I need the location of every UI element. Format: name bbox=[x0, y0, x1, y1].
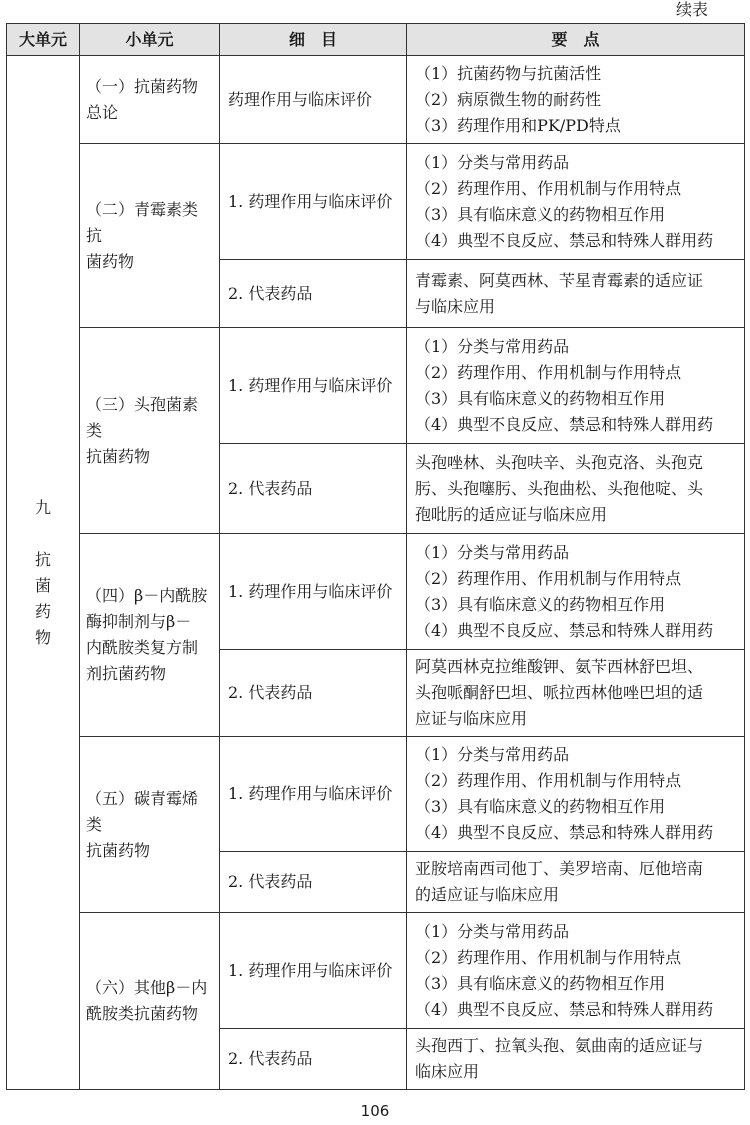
key-point-line: （2）病原微生物的耐药性 bbox=[415, 89, 602, 109]
detail-cell: 2. 代表药品 bbox=[220, 852, 407, 913]
key-point-line: （4）典型不良反应、禁忌和特殊人群用药 bbox=[415, 620, 714, 640]
key-point-line: （3）具有临床意义的药物相互作用 bbox=[415, 594, 666, 614]
sub-unit-title-line: 总论 bbox=[86, 102, 119, 122]
key-point-line: 头孢哌酮舒巴坦、哌拉西林他唑巴坦的适 bbox=[415, 683, 704, 702]
key-point-line: 应证与临床应用 bbox=[415, 709, 528, 728]
sub-unit-title-line: （五）碳青霉烯类 bbox=[86, 788, 199, 834]
sub-unit-title-line: 抗菌药物 bbox=[86, 446, 151, 466]
table-header-row bbox=[7, 24, 745, 56]
sub-unit-title-line: （四）β－内酰胺 bbox=[86, 586, 208, 605]
key-point-line: 孢吡肟的适应证与临床应用 bbox=[415, 504, 608, 524]
key-point-line: （2）药理作用、作用机制与作用特点 bbox=[415, 771, 682, 790]
header-major-unit: 大单元 bbox=[7, 24, 80, 56]
sub-unit-title-line: （一）抗菌药物 bbox=[86, 76, 199, 96]
sub-unit-title-line: （二）青霉素类抗 bbox=[86, 199, 199, 245]
sub-unit-title-line: 菌药物 bbox=[86, 251, 135, 271]
key-point-line: （2）药理作用、作用机制与作用特点 bbox=[415, 362, 682, 382]
key-points-cell bbox=[407, 144, 745, 260]
key-point-line: 的适应证与临床应用 bbox=[415, 885, 560, 904]
key-point-line: 头孢唑林、头孢呋辛、头孢克洛、头孢克 bbox=[415, 452, 704, 472]
sub-unit-title-line: （三）头孢菌素类 bbox=[86, 394, 199, 440]
key-points-cell bbox=[407, 913, 745, 1029]
major-unit-title bbox=[35, 547, 51, 651]
sub-unit-title-line: 抗菌药物 bbox=[86, 840, 151, 860]
table-row bbox=[7, 534, 745, 650]
key-points-cell bbox=[407, 328, 745, 444]
major-unit-title-char: 物 bbox=[34, 627, 51, 647]
key-point-line: （4）典型不良反应、禁忌和特殊人群用药 bbox=[415, 823, 714, 842]
key-points-cell bbox=[407, 650, 745, 737]
key-point-line: 头孢西丁、拉氧头孢、氨曲南的适应证与 bbox=[415, 1036, 704, 1055]
key-point-line: （1）抗菌药物与抗菌活性 bbox=[415, 63, 602, 83]
key-points-cell bbox=[407, 1029, 745, 1090]
key-point-line: （3）具有临床意义的药物相互作用 bbox=[415, 797, 666, 816]
key-point-line: 青霉素、阿莫西林、苄星青霉素的适应证 bbox=[415, 270, 704, 290]
detail-cell: 2. 代表药品 bbox=[220, 444, 407, 534]
detail-cell: 2. 代表药品 bbox=[220, 650, 407, 737]
header-detail: 细 目 bbox=[220, 24, 407, 56]
table-row bbox=[7, 913, 745, 1029]
key-points-cell bbox=[407, 260, 745, 328]
key-point-line: 与临床应用 bbox=[415, 296, 496, 316]
detail-cell: 1. 药理作用与临床评价 bbox=[220, 913, 407, 1029]
major-unit-title-char: 菌 bbox=[34, 575, 51, 595]
key-points-cell bbox=[407, 737, 745, 852]
table-row bbox=[7, 737, 745, 852]
sub-unit-cell bbox=[80, 144, 220, 328]
key-points-cell bbox=[407, 56, 745, 144]
detail-cell: 1. 药理作用与临床评价 bbox=[220, 534, 407, 650]
sub-unit-title-line: 酰胺类抗菌药物 bbox=[86, 1004, 199, 1023]
key-point-line: （1）分类与常用药品 bbox=[415, 745, 570, 764]
table-row bbox=[7, 56, 745, 144]
major-unit-title-char: 抗 bbox=[34, 549, 51, 569]
key-point-line: 临床应用 bbox=[415, 1062, 480, 1081]
page-number: 106 bbox=[360, 1102, 390, 1120]
key-points-cell bbox=[407, 852, 745, 913]
major-unit-title-char: 药 bbox=[34, 601, 51, 621]
key-point-line: 阿莫西林克拉维酸钾、氨苄西林舒巴坦、 bbox=[415, 657, 704, 676]
key-point-line: 亚胺培南西司他丁、美罗培南、厄他培南 bbox=[415, 859, 704, 878]
detail-cell: 2. 代表药品 bbox=[220, 1029, 407, 1090]
key-point-line: （3）药理作用和PK/PD特点 bbox=[415, 115, 621, 135]
detail-cell: 1. 药理作用与临床评价 bbox=[220, 737, 407, 852]
table-row bbox=[7, 144, 745, 260]
sub-unit-title-line: 内酰胺类复方制 bbox=[86, 638, 199, 657]
key-point-line: （1）分类与常用药品 bbox=[415, 921, 570, 941]
detail-cell: 药理作用与临床评价 bbox=[220, 56, 407, 144]
key-point-line: （2）药理作用、作用机制与作用特点 bbox=[415, 568, 682, 588]
header-sub-unit: 小单元 bbox=[80, 24, 220, 56]
header-key-points: 要 点 bbox=[407, 24, 745, 56]
major-unit-cell bbox=[7, 56, 80, 1090]
key-point-line: （4）典型不良反应、禁忌和特殊人群用药 bbox=[415, 230, 714, 250]
detail-cell: 1. 药理作用与临床评价 bbox=[220, 328, 407, 444]
key-point-line: （2）药理作用、作用机制与作用特点 bbox=[415, 947, 682, 967]
table-row bbox=[7, 328, 745, 444]
sub-unit-cell bbox=[80, 56, 220, 144]
syllabus-table bbox=[6, 23, 745, 1090]
sub-unit-cell bbox=[80, 534, 220, 737]
key-point-line: （4）典型不良反应、禁忌和特殊人群用药 bbox=[415, 999, 714, 1019]
sub-unit-cell bbox=[80, 737, 220, 913]
continuation-label: 续表 bbox=[675, 0, 708, 19]
sub-unit-cell bbox=[80, 913, 220, 1090]
key-point-line: （2）药理作用、作用机制与作用特点 bbox=[415, 178, 682, 198]
table-body bbox=[7, 56, 745, 1090]
detail-cell: 1. 药理作用与临床评价 bbox=[220, 144, 407, 260]
key-point-line: （3）具有临床意义的药物相互作用 bbox=[415, 973, 666, 993]
major-unit-label bbox=[35, 495, 51, 651]
key-point-line: 肟、头孢噻肟、头孢曲松、头孢他啶、头 bbox=[415, 478, 704, 498]
key-points-cell bbox=[407, 534, 745, 650]
key-points-cell bbox=[407, 444, 745, 534]
key-point-line: （1）分类与常用药品 bbox=[415, 336, 570, 356]
key-point-line: （3）具有临床意义的药物相互作用 bbox=[415, 388, 666, 408]
major-unit-number: 九 bbox=[34, 497, 51, 517]
sub-unit-title-line: （六）其他β－内 bbox=[86, 978, 208, 997]
key-point-line: （4）典型不良反应、禁忌和特殊人群用药 bbox=[415, 414, 714, 434]
key-point-line: （1）分类与常用药品 bbox=[415, 542, 570, 562]
sub-unit-title-line: 剂抗菌药物 bbox=[86, 664, 167, 683]
sub-unit-title-line: 酶抑制剂与β－ bbox=[86, 612, 192, 631]
sub-unit-cell bbox=[80, 328, 220, 534]
detail-cell: 2. 代表药品 bbox=[220, 260, 407, 328]
key-point-line: （1）分类与常用药品 bbox=[415, 152, 570, 172]
key-point-line: （3）具有临床意义的药物相互作用 bbox=[415, 204, 666, 224]
